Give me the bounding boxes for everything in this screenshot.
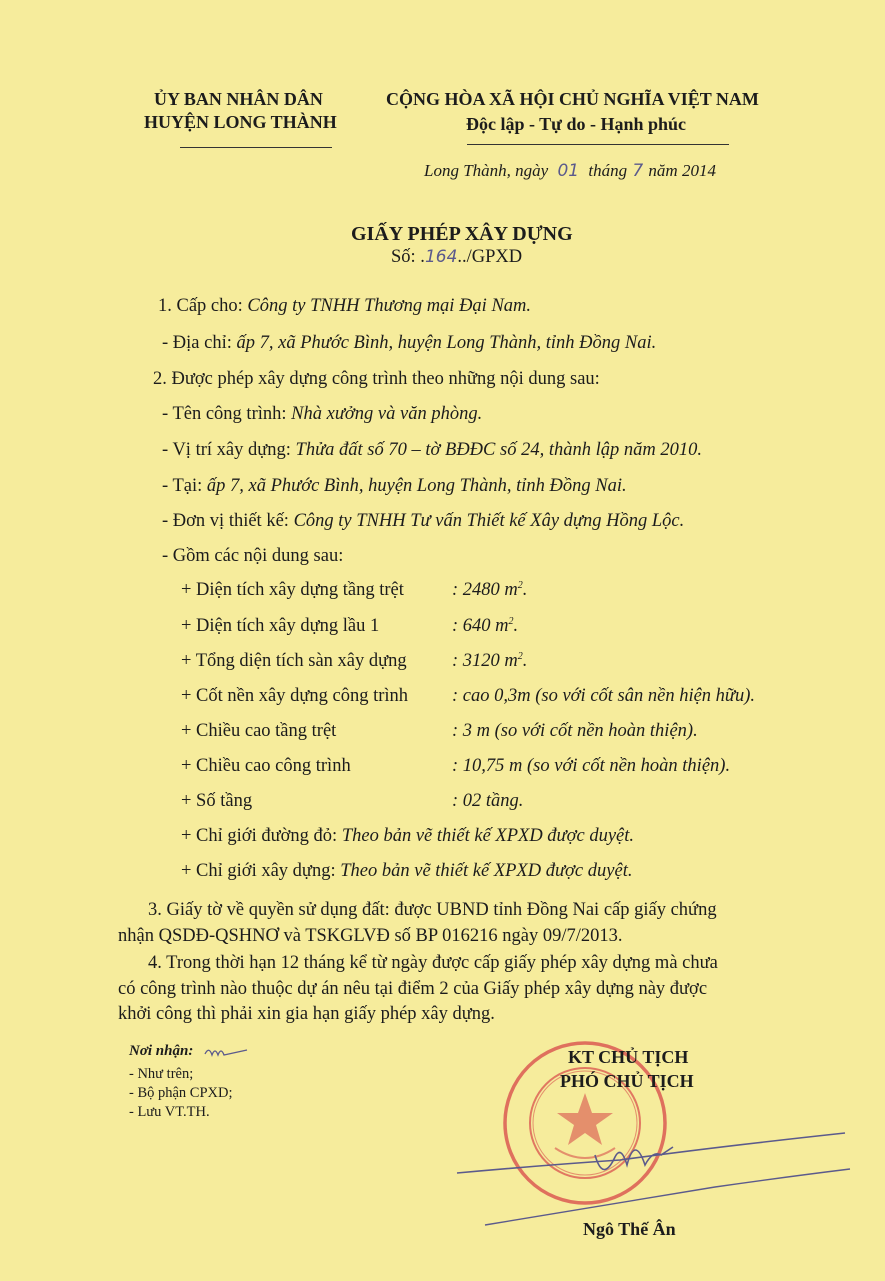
grantee-value: Công ty TNHH Thương mại Đại Nam. [247,296,532,316]
limit-value: Theo bản vẽ thiết kế XPXD được duyệt. [341,826,635,846]
designer-row [162,511,684,532]
permit-number-suffix: ../GPXD [457,247,523,267]
detail-value: : cao 0,3m (so với cốt sân nền hiện hữu). [452,686,756,706]
recipient-item: - Lưu VT.TH. [129,1104,210,1120]
date-year: năm 2014 [648,161,716,180]
item-value: Công ty TNHH Tư vấn Thiết kế Xây dựng Hồng Lộc. [293,511,685,531]
document-title: GIẤY PHÉP XÂY DỰNG [351,223,573,245]
national-motto: Độc lập - Tự do - Hạnh phúc [466,114,687,134]
item-label: - Đơn vị thiết kế: [162,511,289,531]
detail-value: : 2480 $m^2$. [452,580,528,601]
permit-number-value: 164 [424,247,458,267]
site-row [162,476,627,497]
detail-label: + Cốt nền xây dựng công trình [181,686,409,706]
item-label: - Tại: [162,476,203,496]
contents-label: - Gồm các nội dung sau: [162,546,344,566]
detail-value: : 640 $m^2$. [452,616,519,637]
detail-value: : 3120 $m^2$. [452,651,528,672]
item-label: - Vị trí xây dựng: [162,440,291,460]
grantee-label: 1. Cấp cho: [158,296,243,316]
section3-line1: 3. Giấy tờ về quyền sử dụng đất: được UBND tỉnh Đồng Nai cấp giấy chứng [148,900,717,920]
date-prefix: Long Thành, ngày [424,161,549,180]
detail-label: + Tổng diện tích sàn xây dựng [181,651,407,671]
signatory-title: KT CHỦ TỊCH [568,1047,689,1067]
item-label: - Tên công trình: [162,404,287,424]
date-month-label: tháng [588,161,628,180]
national-title: CỘNG HÒA XÃ HỘI CHỦ NGHĨA VIỆT NAM [386,89,759,109]
header-right-underline [467,144,729,145]
signatory-name: Ngô Thế Ân [583,1219,676,1239]
section4-line2: có công trình nào thuộc dự án nêu tại điểm 2 của Giấy phép xây dựng này được [118,979,708,999]
item-value: Thửa đất số 70 – tờ BĐĐC số 24, thành lập năm 2010. [295,440,702,460]
red-line-row [181,826,634,847]
detail-label: + Diện tích xây dựng lầu 1 [181,616,380,636]
date-day: 01 [557,161,580,181]
building-line-row [181,861,632,882]
location-row [162,440,702,461]
recipient-item: - Bộ phận CPXD; [129,1085,233,1101]
section3-line2: nhận QSDĐ-QSHNƠ và TSKGLVĐ số BP 016216 ngày 09/7/2013. [118,926,623,946]
permit-number-prefix: Số: . [391,247,425,267]
issue-date [424,161,716,181]
limit-value: Theo bản vẽ thiết kế XPXD được duyệt. [340,861,633,881]
project-name-row [162,404,482,425]
header-left-underline [180,147,332,148]
detail-value: : 02 tầng. [452,791,524,811]
item-value: ấp 7, xã Phước Bình, huyện Long Thành, tỉnh Đồng Nai. [206,476,627,496]
recipient-item: - Như trên; [129,1066,194,1082]
limit-label: + Chỉ giới xây dựng: [181,861,336,881]
permit-number [391,247,522,268]
detail-label: + Chiều cao công trình [181,756,351,776]
detail-label: + Số tầng [181,791,253,811]
address-value: ấp 7, xã Phước Bình, huyện Long Thành, tỉnh Đồng Nai. [236,333,657,353]
section2-heading: 2. Được phép xây dựng công trình theo những nội dung sau: [153,369,600,389]
detail-label: + Chiều cao tầng trệt [181,721,337,741]
section4-line3: khởi công thì phải xin gia hạn giấy phép xây dựng. [118,1004,495,1024]
recipients-title: Nơi nhận: [129,1043,194,1059]
signatory-position: PHÓ CHỦ TỊCH [560,1071,694,1091]
agency-name-line1: ỦY BAN NHÂN DÂN [154,89,323,109]
item-value: Nhà xưởng và văn phòng. [291,404,483,424]
address-row [162,333,656,354]
grantee-row [158,296,531,317]
detail-value: : 3 m (so với cốt nền hoàn thiện). [452,721,698,741]
detail-value: : 10,75 m (so với cốt nền hoàn thiện). [452,756,731,776]
address-label: - Địa chỉ: [162,333,232,353]
limit-label: + Chỉ giới đường đỏ: [181,826,338,846]
section4-line1: 4. Trong thời hạn 12 tháng kể từ ngày được cấp giấy phép xây dựng mà chưa [148,953,718,973]
date-month: 7 [632,161,644,181]
agency-name-line2: HUYỆN LONG THÀNH [144,112,337,132]
initials-scribble [203,1044,249,1060]
detail-label: + Diện tích xây dựng tầng trệt [181,580,404,600]
